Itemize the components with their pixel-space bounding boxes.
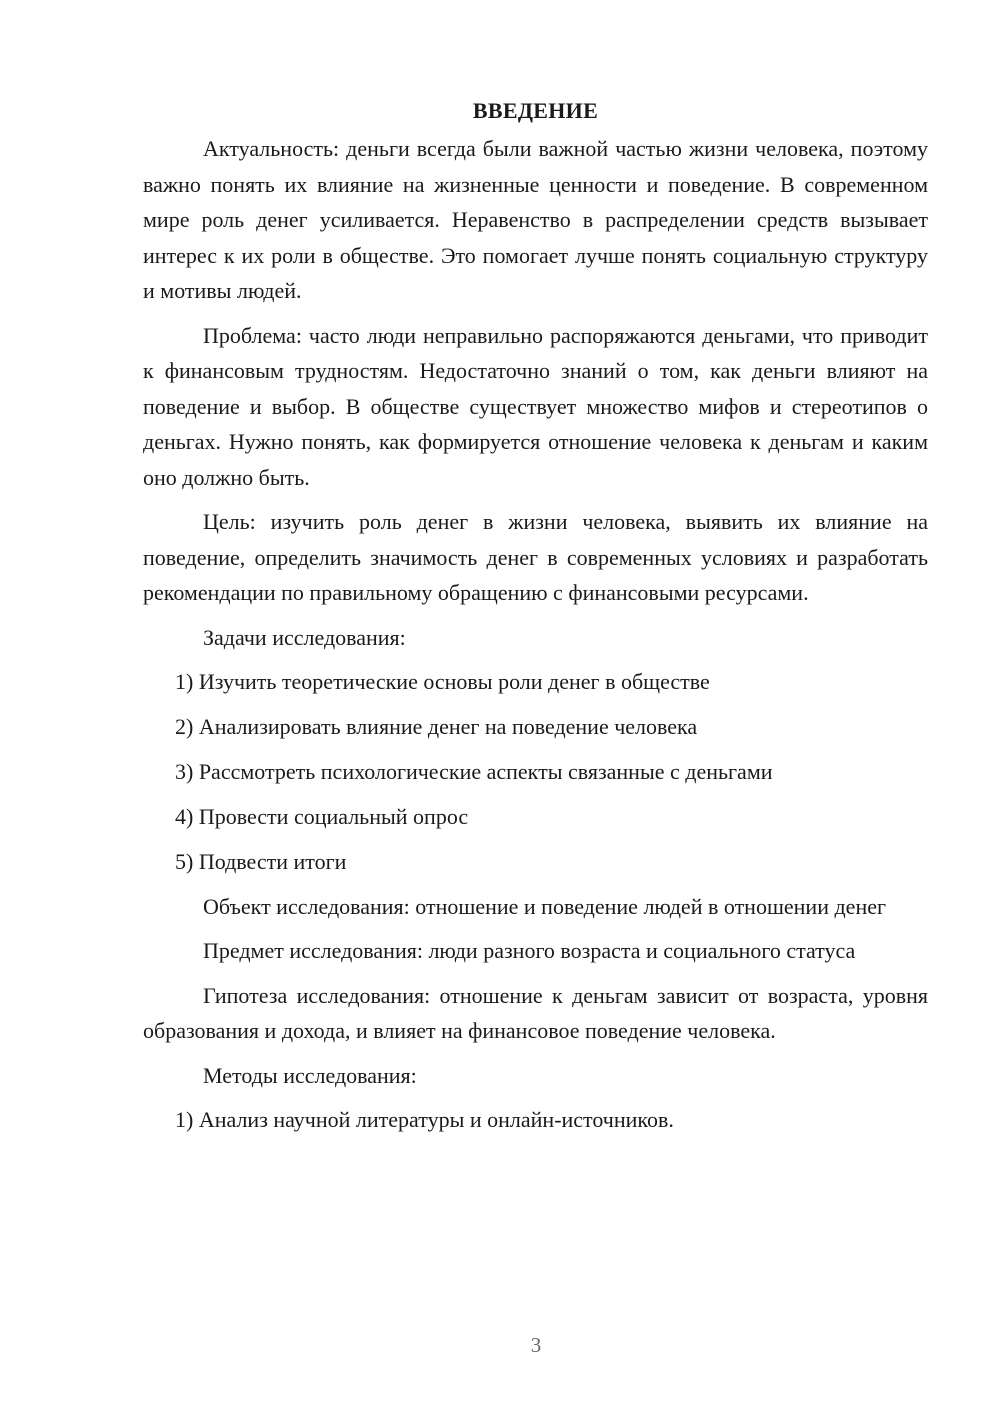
relevance-paragraph: Актуальность: деньги всегда были важной частью жизни человека, поэтому важно понять их влияние на жизненные ценности и поведение. В современном мире роль денег усиливается. Неравенство в распределении средств вызывает интерес к их роли в обществе. Это помогает лучше понять социальную структуру и мотивы людей. (143, 136, 928, 303)
methods-list (143, 1102, 928, 1138)
task-item: 1) Изучить теоретические основы роли денег в обществе (175, 669, 710, 694)
task-item: 2) Анализировать влияние денег на поведение человека (175, 714, 698, 739)
page-title: ВВЕДЕНИЕ (472, 98, 599, 123)
task-item: 4) Провести социальный опрос (175, 804, 469, 829)
problem-paragraph: Проблема: часто люди неправильно распоряжаются деньгами, что приводит к финансовым трудностям. Недостаточно знаний о том, как деньги влияют на поведение и выбор. В обществе существует множество мифов и стереотипов о деньгах. Нужно понять, как формируется отношение человека к деньгам и каким оно должно быть. (143, 322, 928, 490)
page-number: 3 (530, 1333, 542, 1357)
tasks-heading: Задачи исследования: (203, 624, 406, 650)
task-item: 3) Рассмотреть психологические аспекты связанные с деньгами (175, 759, 773, 784)
subject-paragraph: Предмет исследования: люди разного возраста и социального статуса (203, 938, 856, 963)
hypothesis-paragraph: Гипотеза исследования: отношение к деньгам зависит от возраста, уровня образования и дохода, и влияет на финансовое поведение человека. (143, 982, 928, 1043)
tasks-list (143, 664, 928, 880)
method-item: 1) Анализ научной литературы и онлайн-источников. (175, 1107, 674, 1132)
task-item: 5) Подвести итоги (175, 849, 347, 874)
page-content (143, 93, 928, 1147)
methods-heading: Методы исследования: (203, 1062, 417, 1088)
object-paragraph: Объект исследования: отношение и поведение людей в отношении денег (203, 893, 886, 919)
goal-paragraph: Цель: изучить роль денег в жизни человека, выявить их влияние на поведение, определить значимость денег в современных условиях и разработать рекомендации по правильному обращению с финансовыми ресурсами. (143, 509, 928, 605)
